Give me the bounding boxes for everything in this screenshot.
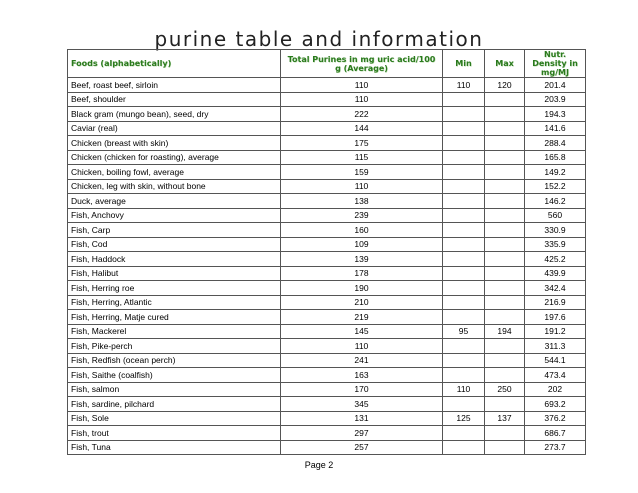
- table-row: [68, 295, 586, 310]
- table-row: [68, 397, 586, 412]
- min-cell: [443, 310, 485, 325]
- total-purines-cell: 131: [281, 411, 443, 426]
- food-cell: Caviar (real): [68, 121, 281, 136]
- food-cell: Fish, trout: [68, 426, 281, 441]
- total-purines-cell: 144: [281, 121, 443, 136]
- food-cell: Chicken, leg with skin, without bone: [68, 179, 281, 194]
- table-row: [68, 353, 586, 368]
- total-purines-cell: 110: [281, 92, 443, 107]
- nutr-density-cell: 693.2: [525, 397, 586, 412]
- food-cell: Fish, Haddock: [68, 252, 281, 267]
- page-number: Page 2: [304, 460, 334, 470]
- food-cell: Fish, Redfish (ocean perch): [68, 353, 281, 368]
- purine-table: [67, 49, 586, 455]
- nutr-density-cell: 686.7: [525, 426, 586, 441]
- max-cell: [485, 310, 525, 325]
- max-cell: [485, 426, 525, 441]
- min-cell: [443, 237, 485, 252]
- nutr-density-cell: 165.8: [525, 150, 586, 165]
- total-purines-cell: 109: [281, 237, 443, 252]
- total-purines-cell: 297: [281, 426, 443, 441]
- max-cell: [485, 339, 525, 354]
- max-cell: [485, 194, 525, 209]
- total-purines-cell: 178: [281, 266, 443, 281]
- min-cell: [443, 92, 485, 107]
- total-purines-cell: 145: [281, 324, 443, 339]
- header-total-purines: Total Purines in mg uric acid/100 g (Average): [281, 50, 443, 78]
- total-purines-cell: 175: [281, 136, 443, 151]
- nutr-density-cell: 335.9: [525, 237, 586, 252]
- nutr-density-cell: 216.9: [525, 295, 586, 310]
- max-cell: 137: [485, 411, 525, 426]
- nutr-density-cell: 473.4: [525, 368, 586, 383]
- max-cell: 120: [485, 78, 525, 93]
- max-cell: [485, 281, 525, 296]
- min-cell: [443, 107, 485, 122]
- food-cell: Fish, Mackerel: [68, 324, 281, 339]
- nutr-density-cell: 141.6: [525, 121, 586, 136]
- min-cell: [443, 295, 485, 310]
- nutr-density-cell: 201.4: [525, 78, 586, 93]
- table-row: [68, 179, 586, 194]
- header-nutr-density: Nutr. Density in mg/MJ: [525, 50, 586, 78]
- max-cell: [485, 150, 525, 165]
- food-cell: Black gram (mungo bean), seed, dry: [68, 107, 281, 122]
- nutr-density-cell: 376.2: [525, 411, 586, 426]
- min-cell: [443, 266, 485, 281]
- total-purines-cell: 241: [281, 353, 443, 368]
- table-row: [68, 324, 586, 339]
- min-cell: [443, 353, 485, 368]
- min-cell: [443, 252, 485, 267]
- min-cell: [443, 440, 485, 455]
- min-cell: [443, 397, 485, 412]
- max-cell: [485, 223, 525, 238]
- table-row: [68, 382, 586, 397]
- nutr-density-cell: 425.2: [525, 252, 586, 267]
- total-purines-cell: 110: [281, 339, 443, 354]
- table-row: [68, 150, 586, 165]
- food-cell: Fish, sardine, pilchard: [68, 397, 281, 412]
- table-row: [68, 411, 586, 426]
- total-purines-cell: 160: [281, 223, 443, 238]
- food-cell: Fish, Carp: [68, 223, 281, 238]
- food-cell: Duck, average: [68, 194, 281, 209]
- total-purines-cell: 163: [281, 368, 443, 383]
- total-purines-cell: 239: [281, 208, 443, 223]
- max-cell: [485, 397, 525, 412]
- min-cell: [443, 121, 485, 136]
- table-row: [68, 136, 586, 151]
- table-row: [68, 92, 586, 107]
- nutr-density-cell: 194.3: [525, 107, 586, 122]
- min-cell: 110: [443, 382, 485, 397]
- food-cell: Beef, roast beef, sirloin: [68, 78, 281, 93]
- nutr-density-cell: 311.3: [525, 339, 586, 354]
- max-cell: [485, 295, 525, 310]
- min-cell: [443, 179, 485, 194]
- total-purines-cell: 190: [281, 281, 443, 296]
- min-cell: 125: [443, 411, 485, 426]
- table-row: [68, 266, 586, 281]
- food-cell: Fish, Herring, Matje cured: [68, 310, 281, 325]
- max-cell: [485, 92, 525, 107]
- max-cell: 194: [485, 324, 525, 339]
- nutr-density-cell: 330.9: [525, 223, 586, 238]
- total-purines-cell: 222: [281, 107, 443, 122]
- max-cell: [485, 252, 525, 267]
- table-header-row: [68, 50, 586, 78]
- min-cell: 95: [443, 324, 485, 339]
- min-cell: [443, 136, 485, 151]
- food-cell: Fish, Anchovy: [68, 208, 281, 223]
- total-purines-cell: 115: [281, 150, 443, 165]
- food-cell: Fish, Halibut: [68, 266, 281, 281]
- total-purines-cell: 138: [281, 194, 443, 209]
- food-cell: Fish, Cod: [68, 237, 281, 252]
- min-cell: [443, 426, 485, 441]
- min-cell: [443, 223, 485, 238]
- nutr-density-cell: 191.2: [525, 324, 586, 339]
- table-row: [68, 121, 586, 136]
- nutr-density-cell: 560: [525, 208, 586, 223]
- food-cell: Chicken (chicken for roasting), average: [68, 150, 281, 165]
- table-row: [68, 194, 586, 209]
- table-row: [68, 310, 586, 325]
- nutr-density-cell: 544.1: [525, 353, 586, 368]
- food-cell: Chicken (breast with skin): [68, 136, 281, 151]
- min-cell: [443, 281, 485, 296]
- table-row: [68, 426, 586, 441]
- min-cell: [443, 150, 485, 165]
- min-cell: 110: [443, 78, 485, 93]
- max-cell: [485, 208, 525, 223]
- min-cell: [443, 194, 485, 209]
- max-cell: 250: [485, 382, 525, 397]
- max-cell: [485, 368, 525, 383]
- food-cell: Fish, salmon: [68, 382, 281, 397]
- min-cell: [443, 165, 485, 180]
- min-cell: [443, 368, 485, 383]
- total-purines-cell: 219: [281, 310, 443, 325]
- food-cell: Fish, Pike-perch: [68, 339, 281, 354]
- max-cell: [485, 107, 525, 122]
- table-row: [68, 78, 586, 93]
- table-row: [68, 440, 586, 455]
- food-cell: Chicken, boiling fowl, average: [68, 165, 281, 180]
- total-purines-cell: 110: [281, 179, 443, 194]
- nutr-density-cell: 439.9: [525, 266, 586, 281]
- table-row: [68, 368, 586, 383]
- table-row: [68, 107, 586, 122]
- nutr-density-cell: 202: [525, 382, 586, 397]
- nutr-density-cell: 149.2: [525, 165, 586, 180]
- total-purines-cell: 170: [281, 382, 443, 397]
- page-title: purine table and information: [154, 27, 484, 51]
- max-cell: [485, 165, 525, 180]
- header-max: Max: [485, 50, 525, 78]
- header-min: Min: [443, 50, 485, 78]
- min-cell: [443, 208, 485, 223]
- table-row: [68, 223, 586, 238]
- total-purines-cell: 110: [281, 78, 443, 93]
- total-purines-cell: 139: [281, 252, 443, 267]
- food-cell: Fish, Herring roe: [68, 281, 281, 296]
- max-cell: [485, 353, 525, 368]
- table-row: [68, 237, 586, 252]
- nutr-density-cell: 146.2: [525, 194, 586, 209]
- food-cell: Fish, Saithe (coalfish): [68, 368, 281, 383]
- max-cell: [485, 266, 525, 281]
- table-row: [68, 165, 586, 180]
- total-purines-cell: 345: [281, 397, 443, 412]
- total-purines-cell: 257: [281, 440, 443, 455]
- nutr-density-cell: 197.6: [525, 310, 586, 325]
- nutr-density-cell: 273.7: [525, 440, 586, 455]
- max-cell: [485, 440, 525, 455]
- nutr-density-cell: 288.4: [525, 136, 586, 151]
- total-purines-cell: 159: [281, 165, 443, 180]
- max-cell: [485, 136, 525, 151]
- min-cell: [443, 339, 485, 354]
- table-row: [68, 281, 586, 296]
- nutr-density-cell: 342.4: [525, 281, 586, 296]
- nutr-density-cell: 152.2: [525, 179, 586, 194]
- table-row: [68, 208, 586, 223]
- total-purines-cell: 210: [281, 295, 443, 310]
- table-row: [68, 339, 586, 354]
- max-cell: [485, 237, 525, 252]
- table-body: [68, 78, 586, 455]
- food-cell: Fish, Herring, Atlantic: [68, 295, 281, 310]
- max-cell: [485, 179, 525, 194]
- table-row: [68, 252, 586, 267]
- nutr-density-cell: 203.9: [525, 92, 586, 107]
- max-cell: [485, 121, 525, 136]
- header-food: Foods (alphabetically): [68, 50, 281, 78]
- food-cell: Beef, shoulder: [68, 92, 281, 107]
- food-cell: Fish, Sole: [68, 411, 281, 426]
- food-cell: Fish, Tuna: [68, 440, 281, 455]
